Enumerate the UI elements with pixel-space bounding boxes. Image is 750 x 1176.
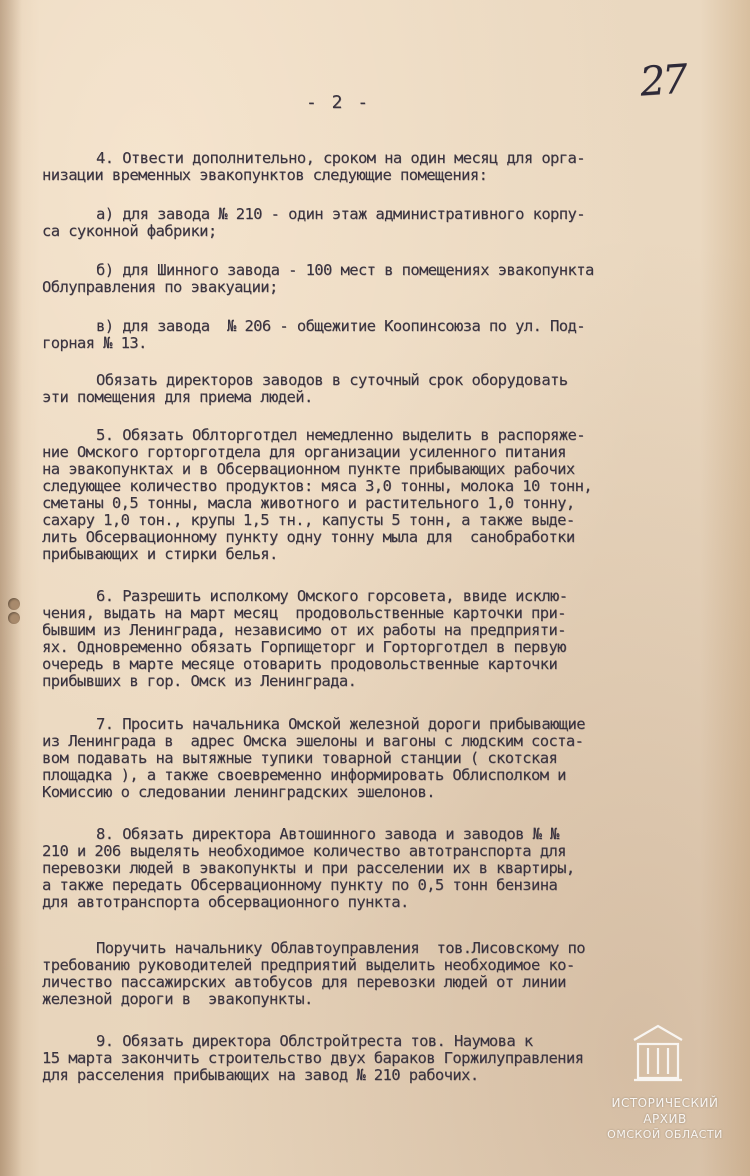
text-line: сметаны 0,5 тонны, масла животного и растительного 1,0 тонну, <box>42 494 575 512</box>
text-line: Поручить начальнику Облавтоуправления тов.Лисовскому по <box>96 939 585 957</box>
text-line: сахару 1,0 тон., крупы 1,5 тн., капусты 5 тонн, а также выде- <box>42 511 575 529</box>
logo-text: ОМСКОЙ ОБЛАСТИ <box>607 1128 723 1141</box>
text-line: а также передать Обсервационному пункту по 0,5 тонн бензина <box>42 876 558 894</box>
text-line: из Ленинграда в адрес Омска эшелоны и вагоны с людским соста- <box>42 732 584 750</box>
text-line: б) для Шинного завода - 100 мест в помещениях эвакопункта <box>96 261 594 279</box>
text-line: эти помещения для приема людей. <box>42 388 313 406</box>
text-line: 4. Отвести дополнительно, сроком на один месяц для орга- <box>96 149 585 167</box>
text-line: 15 марта закончить строительство двух бараков Горжилуправления <box>42 1049 584 1067</box>
text-line: низации временных эвакопунктов следующие помещения: <box>42 166 488 184</box>
text-line: вом подавать на вытяжные тупики товарной станции ( скотская <box>42 749 558 767</box>
logo-text: ИСТОРИЧЕСКИЙ <box>611 1096 719 1110</box>
text-line: 7. Просить начальника Омской железной дороги прибывающие <box>96 715 585 733</box>
text-line: Обязать директоров заводов в суточный срок оборудовать <box>96 371 568 389</box>
text-line: 8. Обязать директора Автошинного завода и заводов № № <box>96 825 559 843</box>
text-line: 6. Разрешить исполкому Омского горсовета, ввиде исклю- <box>96 587 568 605</box>
archive-watermark-logo <box>590 1020 740 1160</box>
text-line: железной дороги в эвакопункты. <box>42 990 313 1008</box>
text-line: са суконной фабрики; <box>42 222 217 240</box>
text-line: следующее количество продуктов: мяса 3,0 тонны, молока 10 тонн, <box>42 477 593 495</box>
text-line: для автотранспорта обсервационного пункта. <box>42 893 409 911</box>
text-line: ние Омского горторготдела для организации усиленного питания <box>42 443 566 461</box>
text-line: для расселения прибывающих на завод № 210 рабочих. <box>42 1066 479 1084</box>
text-line: требованию руководителей предприятий выделить необходимое ко- <box>42 956 575 974</box>
text-line: площадка ), а также своевременно информировать Облисполком и <box>42 766 566 784</box>
text-line: личество пассажирских автобусов для перевозки людей от линии <box>42 973 566 991</box>
page-number: - 2 - <box>306 92 371 113</box>
text-line: бывшим из Ленинграда, независимо от их работы на предприяти- <box>42 621 566 639</box>
text-line: очередь в марте месяце отоварить продовольственные карточки <box>42 655 558 673</box>
archive-building-icon <box>630 1020 686 1084</box>
text-line: чения, выдать на март месяц продовольственные карточки при- <box>42 604 566 622</box>
text-line: Комиссию о следовании ленинградских эшелонов. <box>42 783 435 801</box>
text-line: а) для завода № 210 - один этаж административного корпу- <box>96 205 585 223</box>
text-line: ях. Одновременно обязать Горпищеторг и Горторготдел в первую <box>42 638 566 656</box>
logo-text: АРХИВ <box>643 1112 687 1126</box>
text-line: в) для завода № 206 - общежитие Коопинсоюза по ул. Под- <box>96 317 585 335</box>
text-line: на эвакопунктах и в Обсервационном пункте прибывающих рабочих <box>42 460 575 478</box>
archive-page-number: 27 <box>638 56 687 106</box>
text-line: 5. Обязать Облторготдел немедленно выделить в распоряже- <box>96 426 585 444</box>
text-line: перевозки людей в эвакопункты и при расселении их в квартиры, <box>42 859 575 877</box>
text-line: 9. Обязать директора Облстройтреста тов. Наумова к <box>96 1032 533 1050</box>
text-line: горная № 13. <box>42 334 147 352</box>
text-line: прибывающих и стирки белья. <box>42 545 278 563</box>
text-line: Облуправления по эвакуации; <box>42 278 278 296</box>
text-line: прибывших в гор. Омск из Ленинграда. <box>42 672 357 690</box>
text-line: лить Обсервационному пункту одну тонну мыла для санобработки <box>42 528 575 546</box>
text-line: 210 и 206 выделять необходимое количество автотранспорта для <box>42 842 566 860</box>
